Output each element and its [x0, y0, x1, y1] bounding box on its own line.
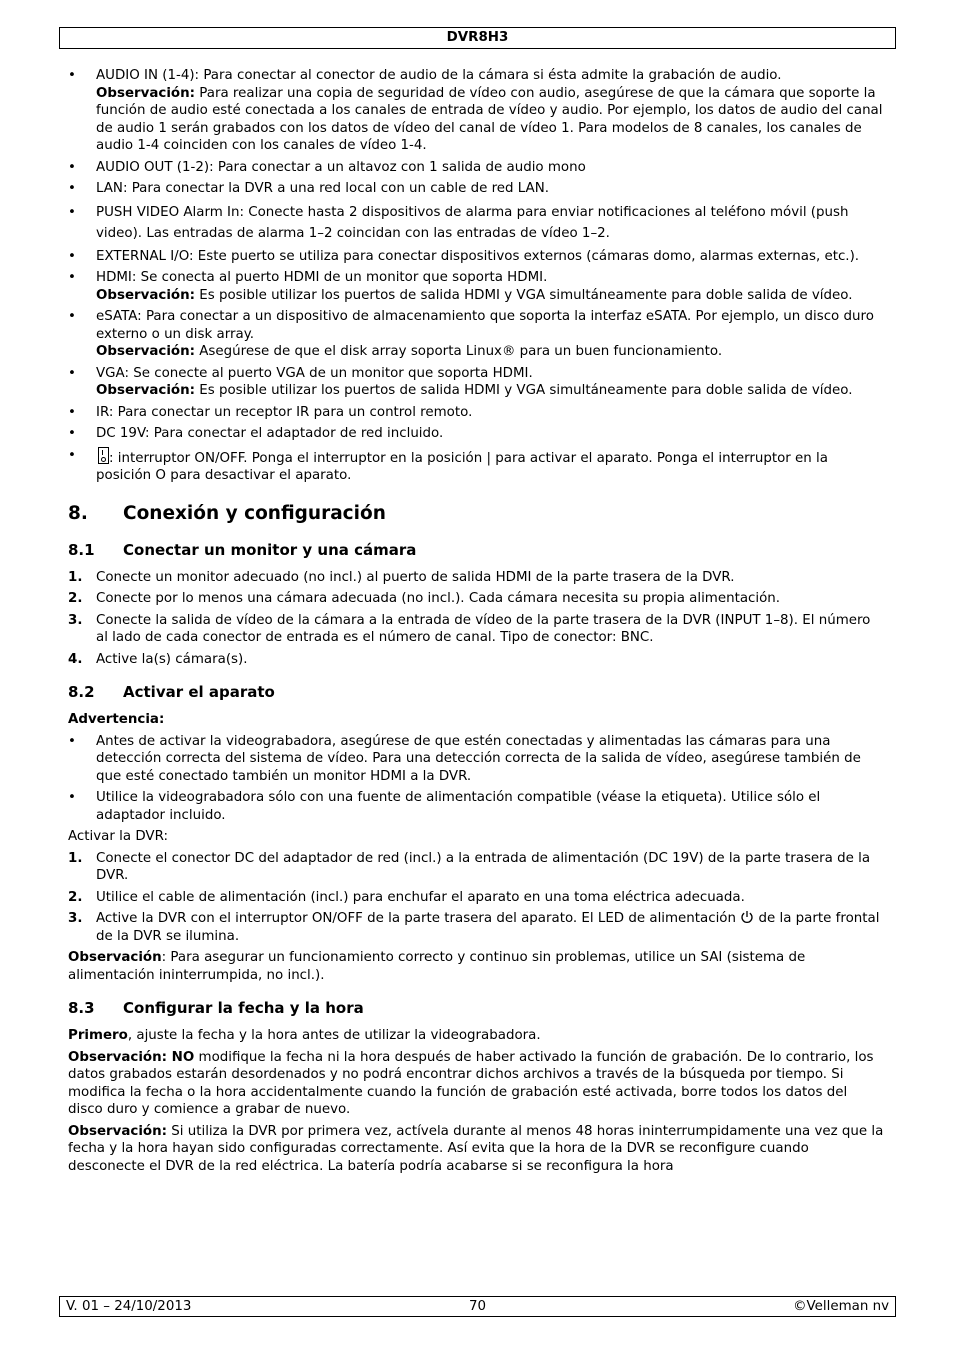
- list-item: • AUDIO OUT (1-2): Para conectar a un altavoz con 1 salida de audio mono: [68, 159, 586, 175]
- copyright: ©Velleman nv: [793, 1299, 889, 1314]
- list-item: • EXTERNAL I/O: Este puerto se utiliza para conectar dispositivos externos (cámaras domo, alarmas externas, etc.).: [68, 248, 860, 264]
- subsection-heading: 8.3 Configurar la fecha y la hora: [68, 999, 364, 1017]
- section-heading: 8. Conexión y configuración: [68, 502, 386, 524]
- list-item: • eSATA: Para conectar a un dispositivo de almacenamiento que soporta la interfaz eSATA. Por ejemplo, un disco duro externo o un disk array. Observación: Asegúrese de que el disk array soporta Linux® para un buen funcionamiento.: [68, 309, 874, 359]
- list-item: 1. Conecte un monitor adecuado (no incl.) al puerto de salida HDMI de la parte trasera de la DVR.: [68, 569, 735, 585]
- list-item: • DC 19V: Para conectar el adaptador de red incluido.: [68, 426, 444, 441]
- list-item: • PUSH VIDEO Alarm In: Conecte hasta 2 dispositivos de alarma para enviar notificaciones al teléfono móvil (push video). Las entradas de alarma 1–2 coincidan con las entradas de vídeo 1–2.: [68, 204, 849, 241]
- page-number: 70: [468, 1299, 487, 1314]
- page-content: [68, 67, 886, 1179]
- list-item: 3. Conecte la salida de vídeo de la cámara a la entrada de vídeo de la parte trasera de la DVR (INPUT 1–8). El número al lado de cada conector de entrada es el número de canal. Tipo de conector: BNC.: [68, 612, 871, 645]
- list-item: 3. Active la DVR con el interruptor ON/OFF de la parte trasera del aparato. El LED de alimentación de la parte frontal de la DVR se ilumina.: [68, 911, 880, 944]
- list-item: • AUDIO IN (1-4): Para conectar al conector de audio de la cámara si ésta admite la grabación de audio. Observación: Para realizar una copia de seguridad de vídeo con audio, asegúrese de que la cámara que soporte la función de audio esté conectada a los canales de entrada de vídeo y audio. Por ejemplo, los datos de audio del canal de audio 1 serán grabados con los datos de vídeo del canal de vídeo 1. Para modelos de 8 canales, los canales de audio 1-4 coinciden con los canales de vídeo 1-4.: [68, 68, 883, 153]
- subsection-heading: 8.1 Conectar un monitor y una cámara: [68, 540, 417, 559]
- list-item: • Utilice la videograbadora sólo con una fuente de alimentación compatible (véase la etiqueta). Utilice sólo el adaptador incluido.: [68, 790, 821, 823]
- list-item: 2. Utilice el cable de alimentación (incl.) para enchufar el aparato en una toma eléctrica adecuada.: [68, 889, 745, 905]
- document-title: DVR8H3: [446, 30, 509, 45]
- list-item: • LAN: Para conectar la DVR a una red local con un cable de red LAN.: [68, 181, 549, 196]
- list-item: • Antes de activar la videograbadora, asegúrese de que estén conectadas y alimentadas las cámaras para una detección correcta del sistema de vídeo. Para una detección correcta de la salida de vídeo, asegúrese también de que esté conectado también un monitor HDMI a la DVR.: [68, 733, 861, 784]
- paragraph: Observación: NO modifique la fecha ni la hora después de haber activado la función de grabación. De lo contrario, los datos grabados estarán desordenados y no podrá encontrar dichos archivos a través de la búsqueda por tiempo. Si modifica la fecha o la hora accidentalmente cuando la función de grabación esté activada, borre todos los datos del disco duro y comience a grabar de nuevo.: [68, 1049, 874, 1117]
- power-switch-icon: [98, 447, 109, 464]
- paragraph: Primero, ajuste la fecha y la hora antes de utilizar la videograbadora.: [68, 1028, 541, 1043]
- list-item: • IR: Para conectar un receptor IR para un control remoto.: [68, 404, 473, 420]
- list-item: • VGA: Se conecte al puerto VGA de un monitor que soporta HDMI. Observación: Es posible utilizar los puertos de salida HDMI y VGA simultáneamente para doble salida de vídeo.: [68, 365, 853, 398]
- paragraph: Observación: Si utiliza la DVR por primera vez, actívela durante al menos 48 horas ininterrumpidamente una vez que la fecha y la hora hayan sido configuradas correctamente. Así evita que la hora de la DVR se reconfigure cuando desconecte el DVR de la red eléctrica. La batería podría acabarse si se reconfigura la hora: [68, 1123, 884, 1174]
- warning-label: Advertencia:: [68, 712, 165, 727]
- list-item: 1. Conecte el conector DC del adaptador de red (incl.) a la entrada de alimentación (DC 19V) de la parte trasera de la DVR.: [68, 850, 871, 883]
- list-item: • : interruptor ON/OFF. Ponga el interruptor en la posición | para activar el aparato. Ponga el interruptor en la posición O para desactivar el aparato.: [68, 447, 828, 483]
- paragraph: Observación: Para asegurar un funcionamiento correcto y continuo sin problemas, utilice un SAI (sistema de alimentación ininterrumpida, no incl.).: [68, 950, 806, 983]
- subsection-heading: 8.2 Activar el aparato: [68, 683, 275, 701]
- list-item: 4. Active la(s) cámara(s).: [68, 651, 248, 667]
- list-item: 2. Conecte por lo menos una cámara adecuada (no incl.). Cada cámara necesita su propia alimentación.: [68, 591, 781, 606]
- power-led-icon: [740, 910, 754, 924]
- page-header: [59, 27, 896, 49]
- version-date: V. 01 – 24/10/2013: [66, 1299, 192, 1314]
- page-footer: [59, 1296, 896, 1317]
- paragraph: Activar la DVR:: [68, 829, 168, 844]
- list-item: • HDMI: Se conecta al puerto HDMI de un monitor que soporta HDMI. Observación: Es posible utilizar los puertos de salida HDMI y VGA simultáneamente para doble salida de vídeo.: [68, 270, 853, 303]
